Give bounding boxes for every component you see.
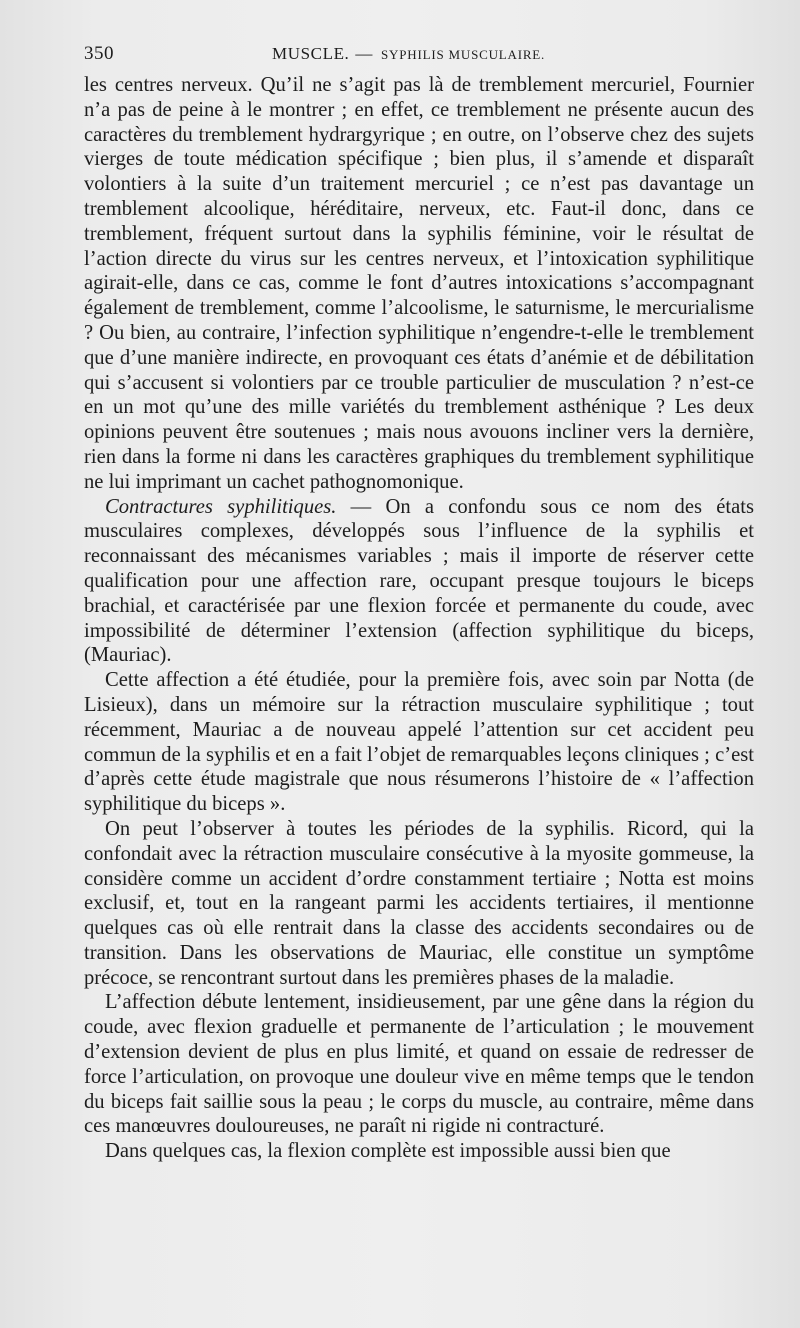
running-head bbox=[272, 44, 545, 64]
section-heading-contractures: Contractures syphilitiques. bbox=[105, 495, 337, 518]
body-text bbox=[84, 73, 754, 1164]
running-head-subtitle: SYPHILIS MUSCULAIRE. bbox=[381, 47, 546, 62]
paragraph-contractures bbox=[84, 495, 754, 669]
paragraph-notta-study: Cette affection a été étudiée, pour la première fois, avec soin par Notta (de Lisieux), dans un mémoire sur la rétraction musculaire syphilitique ; tout récemment, Mauriac a de nouveau appelé l’attention sur cet accident peu commun de la syphilis et en a fait l’objet de remarquables leçons cliniques ; c’est d’après cette étude magistrale que nous résumerons l’histoire de « l’affection syphilitique du biceps ». bbox=[84, 669, 754, 816]
page-number: 350 bbox=[84, 43, 114, 64]
running-head-separator: — bbox=[355, 44, 374, 63]
paragraph-contractures-text: — On a confondu sous ce nom des états musculaires complexes, développés sous l’influence de la syphilis et reconnaissant des mécanismes variables ; mais il importe de réserver cette qualification pour une affection rare, occupant presque toujours le biceps brachial, et caractérisée par une flexion forcée et permanente du coude, avec impossibilité de déterminer l’extension (affection syphilitique du biceps, (Mauriac). bbox=[84, 495, 754, 667]
paragraph-periods: On peut l’observer à toutes les périodes de la syphilis. Ricord, qui la confondait avec la rétraction musculaire consécutive à la myosite gommeuse, la considère comme un accident d’ordre constamment tertiaire ; Notta est moins exclusif, et, tout en la rangeant parmi les accidents tertiaires, il mentionne quelques cas où elle rentrait dans la classe des accidents secondaires ou de transition. Dans les observations de Mauriac, elle constitue un symptôme précoce, se rencontrant surtout dans les premières phases de la maladie. bbox=[84, 817, 754, 989]
paragraph-onset: L’affection débute lentement, insidieusement, par une gêne dans la région du coude, avec flexion graduelle et permanente de l’articulation ; le mouvement d’extension devient de plus en plus limité, et quand on essaie de redresser de force l’articulation, on provoque une douleur vive en même temps que le tendon du biceps fait saillie sous la peau ; le corps du muscle, au contraire, même dans ces manœuvres douloureuses, ne paraît ni rigide ni contracturé. bbox=[84, 991, 754, 1138]
running-head-title: MUSCLE. bbox=[272, 44, 350, 63]
paragraph-flexion: Dans quelques cas, la flexion complète est impossible aussi bien que bbox=[105, 1140, 671, 1163]
page-header bbox=[84, 43, 764, 69]
paragraph-tremor-continued: les centres nerveux. Qu’il ne s’agit pas là de tremblement mercuriel, Fournier n’a pas de peine à le montrer ; en effet, ce tremblement ne présente aucun des caractères du tremblement hydrargyrique ; en outre, on l’observe chez des sujets vierges de toute médication spécifique ; bien plus, il s’amende et disparaît volontiers à la suite d’un traitement mercuriel ; ce n’est pas davantage un tremblement alcoolique, héréditaire, nerveux, etc. Faut-il donc, dans ce tremblement, fréquent surtout dans la syphilis féminine, voir le résultat de l’action directe du virus sur les centres nerveux, et l’intoxication syphilitique agirait-elle, dans ce cas, comme le font d’autres intoxications s’accompagnant également de tremblement, comme l’alcoolisme, le saturnisme, le mercurialisme ? Ou bien, au contraire, l’infection syphilitique n’engendre-t-elle le tremblement que d’une manière indirecte, en provoquant ces états d’anémie et de débilitation qui s’accusent si volontiers par ce trouble particulier de musculation ? n’est-ce en un mot qu’une des mille variétés du tremblement asthénique ? Les deux opinions peuvent être soutenues ; mais nous avouons incliner vers la dernière, rien dans la forme ni dans les caractères graphiques du tremblement syphilitique ne lui imprimant un cachet pathognomonique. bbox=[84, 74, 754, 493]
